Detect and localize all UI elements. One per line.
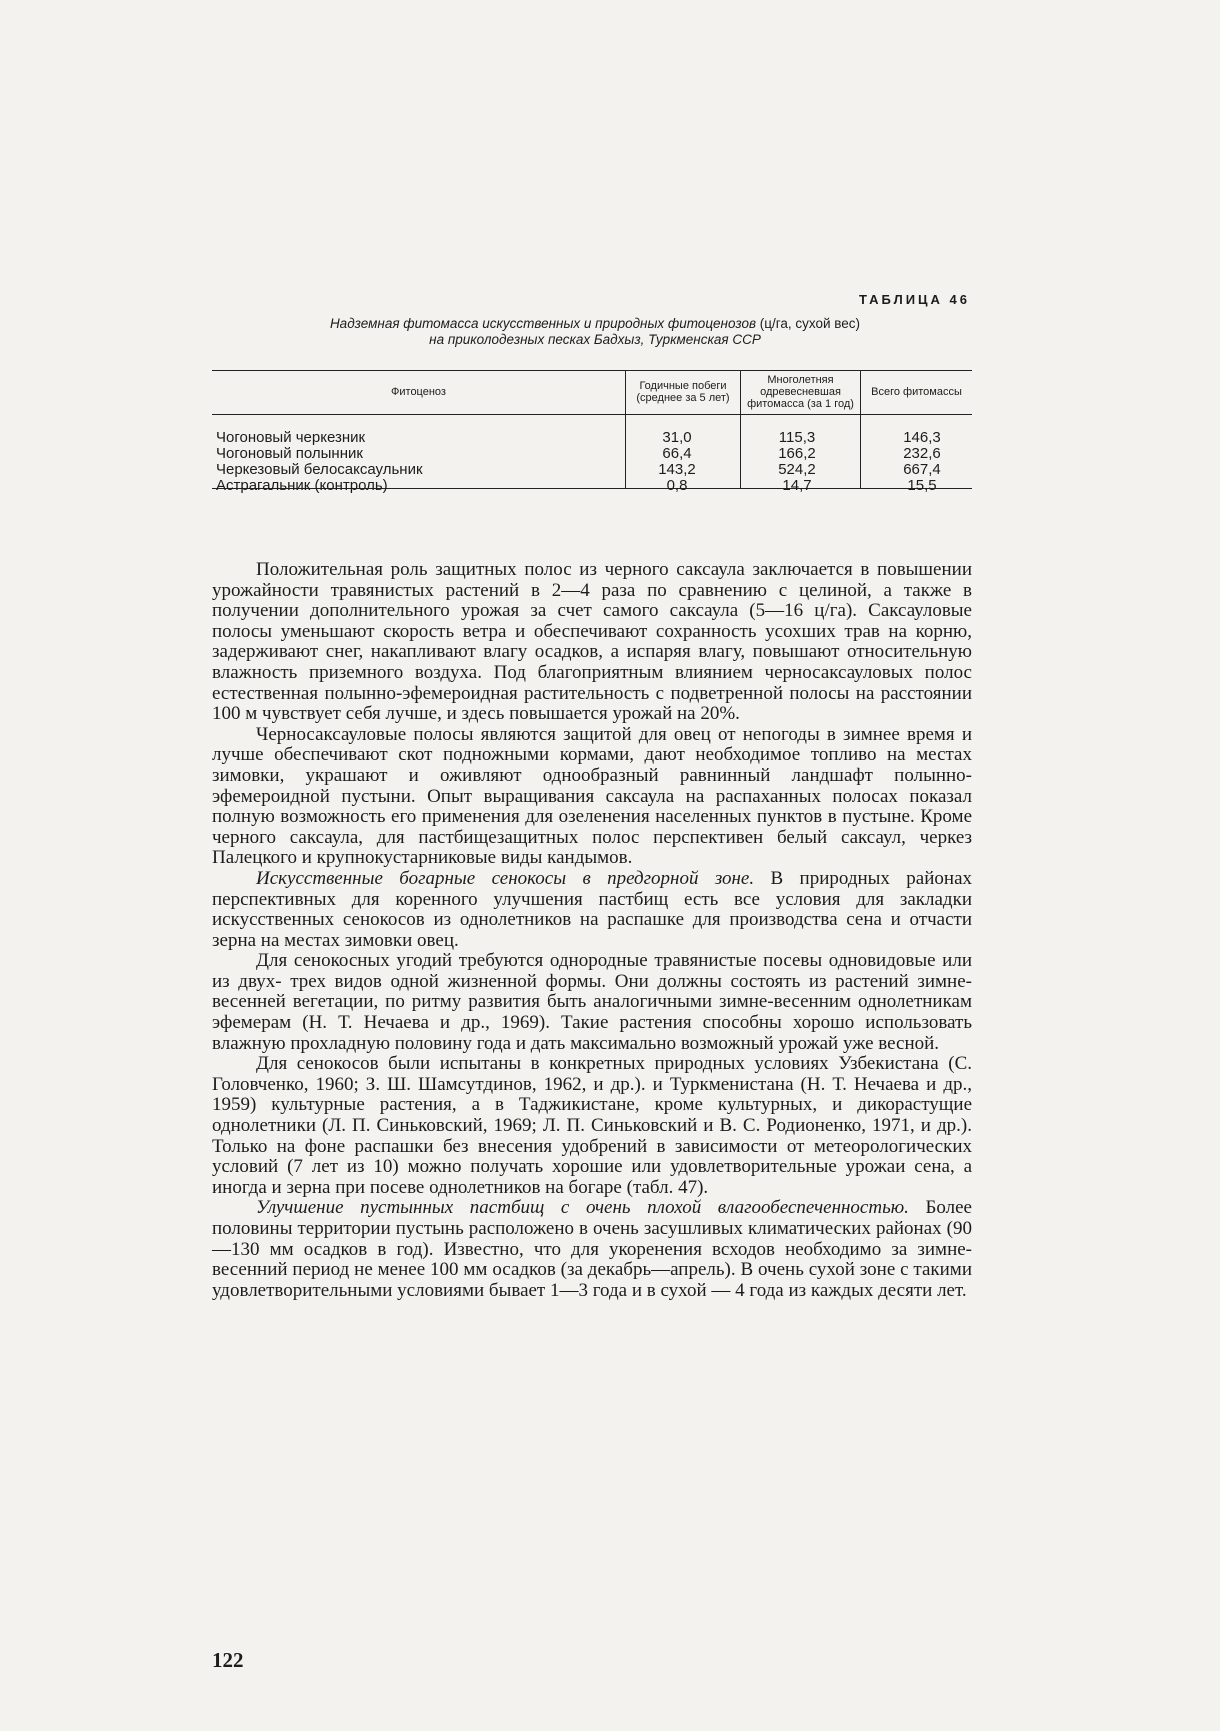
row-name: Черкезовый белосаксаульник — [216, 461, 423, 478]
page-number: 122 — [212, 1648, 244, 1672]
row-annual: 66,4 — [662, 445, 692, 462]
paragraph — [212, 1198, 972, 1301]
table-header-rule — [212, 414, 972, 415]
row-total: 667,4 — [903, 461, 941, 478]
table-label: ТАБЛИЦА 46 — [859, 292, 970, 307]
section-heading-italic: Искусственные богарные сенокосы в предгорной зоне. — [256, 867, 755, 889]
paragraph: Черносаксауловые полосы являются защитой для овец от непогоды в зимнее время и лучше обеспечивают скот подножными кормами, дают необходимое топливо на местах зимовки, украшают и оживляют однообразный равнинный ландшафт полынно-эфемероидной пустыни. Опыт выращивания саксаула на распаханных полосах показал полную возможность его применения для озеленения населенных пунктов в пустыне. Кроме черного саксаула, для пастбищезащитных полос перспективен белый саксаул, черкез Палецкого и крупнокустарниковые виды кандымов. — [212, 723, 972, 869]
header-annual-shoots: Годичные побеги (среднее за 5 лет) — [636, 380, 730, 404]
caption-location: на приколодезных песках Бадхыз, Туркменская ССР — [429, 332, 761, 347]
row-name: Астрагальник (контроль) — [216, 477, 388, 494]
data-table — [212, 370, 972, 540]
row-total: 146,3 — [903, 429, 941, 446]
table-row — [212, 477, 972, 495]
row-annual: 143,2 — [658, 461, 696, 478]
row-perennial: 166,2 — [778, 445, 816, 462]
header-phytocenosis: Фитоценоз — [391, 386, 446, 398]
row-annual: 31,0 — [662, 429, 692, 446]
paragraph: Для сенокосов были испытаны в конкретных природных условиях Узбекистана (С. Головченко, 1960; З. Ш. Шамсутдинов, 1962, и др.). и Туркменистана (Н. Т. Нечаева и др., 1959) культурные растения, а в Таджикистане, кроме культурных, и дикорастущие однолетники (Л. П. Синьковский, 1969; Л. П. Синьковский и В. С. Родионенко, 1971, и др.). Только на фоне распашки без внесения удобрений в зависимости от метеорологических условий (7 лет из 10) можно получать хорошие или удовлетворительные урожаи сена, а иногда и зерна при посеве однолетников на богаре (табл. 47). — [212, 1053, 972, 1198]
body-text — [212, 560, 972, 1301]
caption-units: (ц/га, сухой вес) — [756, 316, 861, 331]
row-total: 15,5 — [907, 477, 937, 494]
caption-title: Надземная фитомасса искусственных и природных фитоценозов — [329, 316, 757, 331]
row-name: Чогоновый полынник — [216, 445, 363, 462]
paragraph-text: В природных районах перспективных для коренного улучшения пастбищ есть все условия для закладки искусственных сенокосов из однолетников на распашке для производства сена и отчасти зерна на местах зимовки овец. — [212, 867, 972, 951]
row-perennial: 524,2 — [778, 461, 816, 478]
row-perennial: 14,7 — [782, 477, 812, 494]
row-annual: 0,8 — [666, 477, 688, 494]
section-heading-italic: Улучшение пустынных пастбищ с очень плохой влагообеспеченностью. — [256, 1197, 909, 1219]
paragraph: Для сенокосных угодий требуются однородные травянистые посевы одновидовые или из двух- трех видов одной жизненной формы. Они должны состоять из растений зимне-весенней вегетации, по ритму развития быть аналогичными зимне-весенним однолетникам эфемерам (Н. Т. Нечаева и др., 1969). Такие растения способны хорошо использовать влажную прохладную половину года и дать максимально возможный урожай уже весной. — [212, 950, 972, 1054]
row-total: 232,6 — [903, 445, 941, 462]
paragraph — [212, 869, 972, 951]
row-perennial: 115,3 — [778, 429, 816, 446]
paragraph-text: Более половины территории пустынь расположено в очень засушливых климатических районах (90—130 мм осадков в год). Известно, что для укоренения всходов необходимо за зимне-весенний период не менее 100 мм осадков (за декабрь—апрель). В очень сухой зоне с такими удовлетворительными условиями бывает 1—3 года и в сухой — 4 года из каждых десяти лет. — [212, 1197, 972, 1301]
header-perennial-mass: Многолетняя одревесневшая фитомасса (за 1 год) — [747, 374, 854, 410]
row-name: Чогоновый черкезник — [216, 429, 366, 446]
paragraph: Положительная роль защитных полос из черного саксаула заключается в повышении урожайности травянистых растений в 2—4 раза по сравнению с целиной, а также в получении дополнительного урожая за счет самого саксаула (5—16 ц/га). Саксауловые полосы уменьшают скорость ветра и обеспечивают сохранность усохших трав на корню, задерживают снег, накапливают влагу осадков, а испаряя влагу, повышают относительную влажность приземного воздуха. Под благоприятным влиянием черносаксауловых полос естественная полынно-эфемероидная растительность с подветренной полосы на расстоянии 100 м чувствует себя лучше, и здесь повышается урожай на 20%. — [212, 559, 972, 725]
header-total-mass: Всего фитомассы — [871, 386, 962, 398]
table-caption — [220, 316, 970, 348]
